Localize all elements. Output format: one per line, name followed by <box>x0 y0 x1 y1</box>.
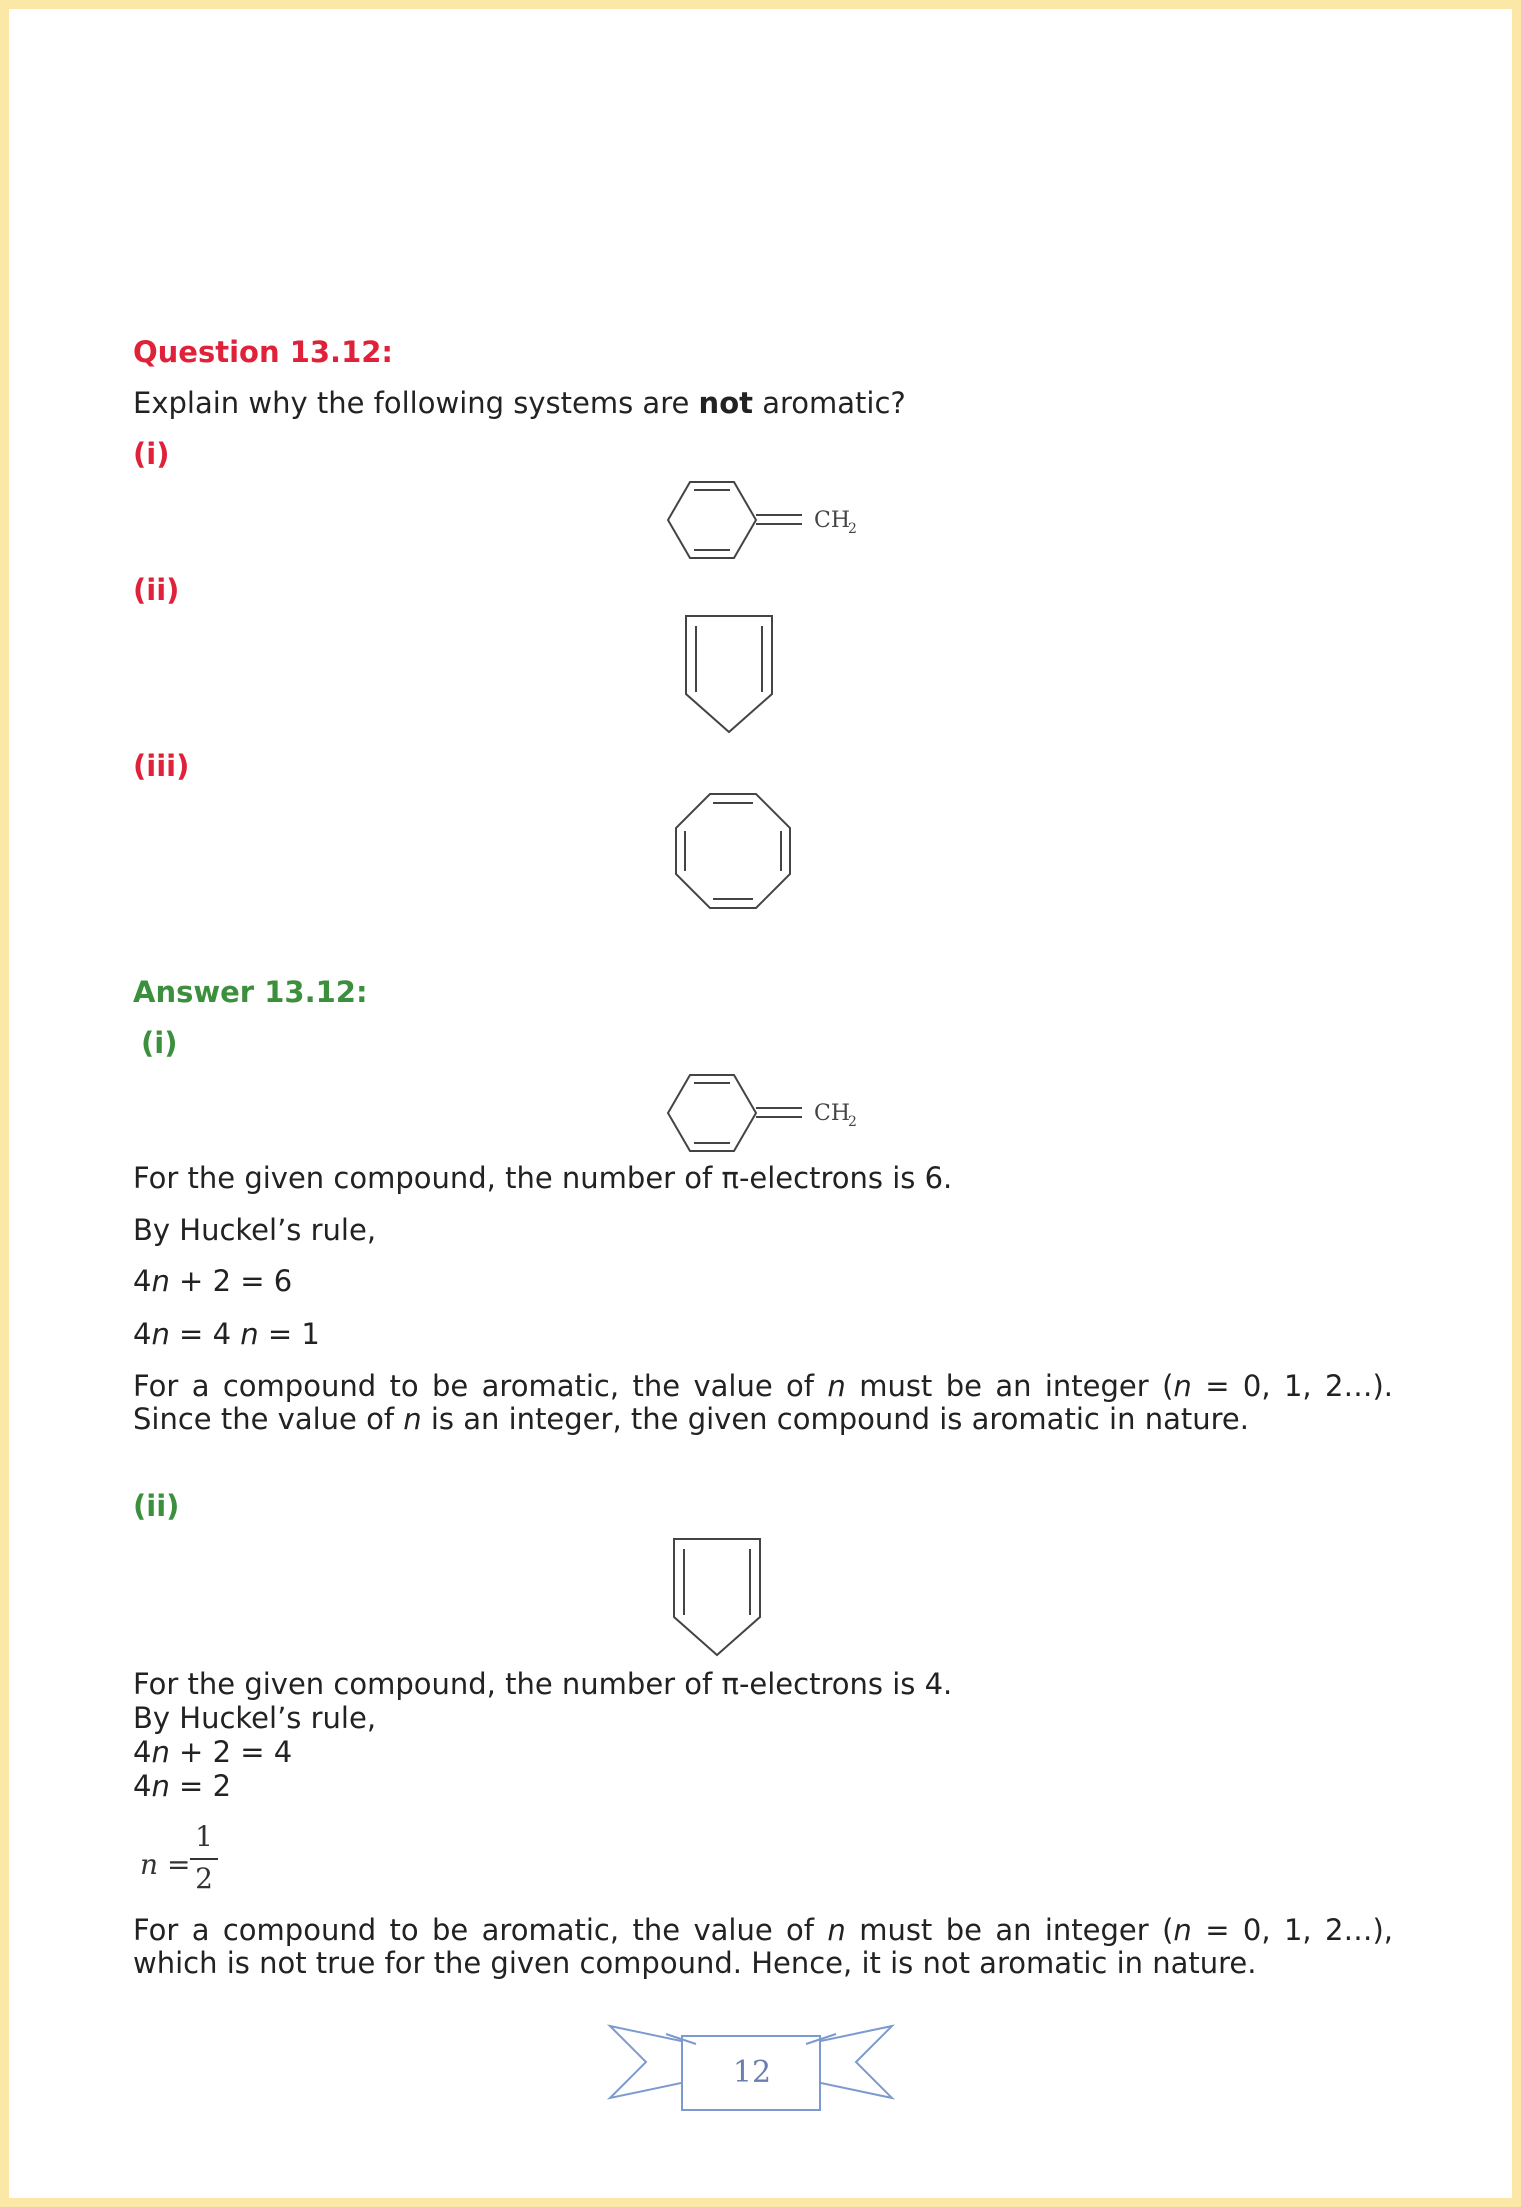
answer-ii-line2: By Huckel’s rule, <box>133 1701 377 1735</box>
ch2-label: CH <box>814 1101 851 1126</box>
ch2-subscript: 2 <box>848 1114 857 1130</box>
answer-ii-line4: 4n = 2 <box>133 1769 232 1803</box>
cyclooctatetraene-structure <box>672 790 794 912</box>
answer-methylene-cyclohexadiene-structure <box>660 1063 870 1163</box>
methylene-cyclohexadiene-structure <box>660 470 870 570</box>
answer-i-line1: For the given compound, the number of π-electrons is 6. <box>133 1161 953 1195</box>
answer-i-explanation: For a compound to be aromatic, the value of n must be an integer (n = 0, 1, 2…). Since the value of n is an integer, the given compound is aromatic in nature. <box>133 1369 1393 1436</box>
answer-cyclopentadiene-structure <box>668 1535 768 1660</box>
question-part-ii: (ii) <box>133 573 180 607</box>
answer-i-line3: 4n + 2 = 6 <box>133 1264 293 1298</box>
answer-ii-line1: For the given compound, the number of π-electrons is 4. <box>133 1667 953 1701</box>
answer-i-line2: By Huckel’s rule, <box>133 1213 377 1247</box>
question-part-iii: (iii) <box>133 749 190 783</box>
question-title: Question 13.12: <box>133 335 394 369</box>
answer-ii-explanation: For a compound to be aromatic, the value of n must be an integer (n = 0, 1, 2…), which is not true for the given compound. Hence, it is not aromatic in nature. <box>133 1913 1393 1980</box>
answer-i-line4: 4n = 4 n = 1 <box>133 1317 320 1351</box>
answer-part-i-label: (i) <box>141 1026 178 1060</box>
answer-ii-line3: 4n + 2 = 4 <box>133 1735 293 1769</box>
page-number: 12 <box>732 2055 772 2090</box>
answer-title: Answer 13.12: <box>133 975 368 1009</box>
ch2-subscript: 2 <box>848 521 857 537</box>
answer-part-ii-label: (ii) <box>133 1489 180 1523</box>
question-prompt: Explain why the following systems are not aromatic? <box>133 386 906 420</box>
cyclopentadiene-structure <box>680 612 780 737</box>
question-part-i: (i) <box>133 437 170 471</box>
ch2-label: CH <box>814 508 851 533</box>
